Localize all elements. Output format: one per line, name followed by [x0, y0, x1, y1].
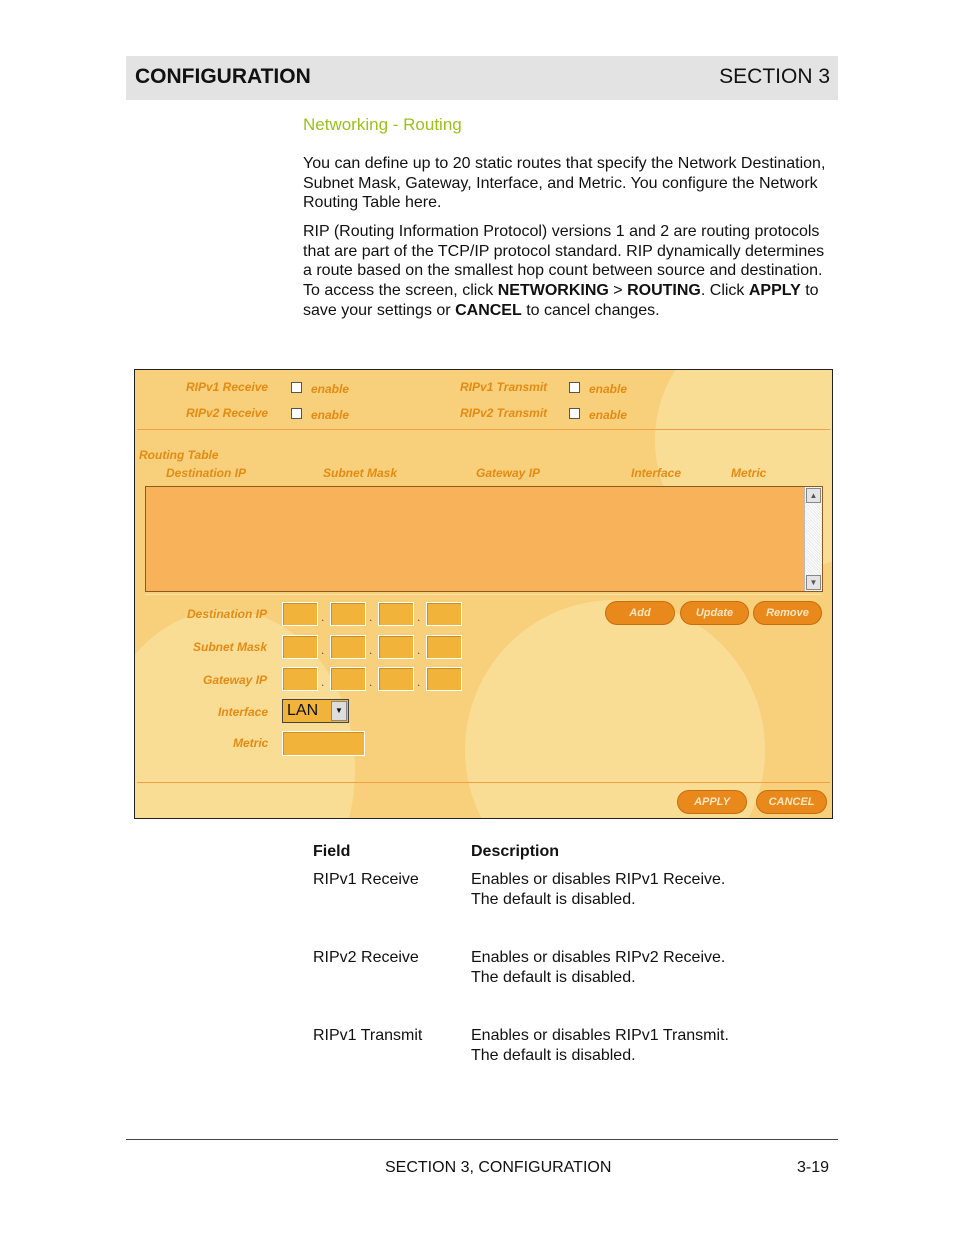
routing-table-title: Routing Table: [139, 448, 219, 462]
table-header-description: Description: [471, 843, 560, 860]
table-header-field: Field: [313, 843, 351, 860]
ripv2-transmit-checkbox[interactable]: [569, 408, 580, 419]
add-button[interactable]: Add: [605, 601, 675, 625]
ip-dot: .: [321, 675, 325, 689]
header-title: CONFIGURATION: [135, 65, 311, 88]
enable-label: enable: [311, 382, 350, 396]
footer-divider: [126, 1139, 838, 1140]
ripv2-receive-label: RIPv2 Receive: [186, 406, 269, 420]
table-row-field: RIPv2 Receive: [313, 949, 419, 966]
ripv2-transmit-label: RIPv2 Transmit: [460, 406, 548, 420]
ip-dot: .: [417, 610, 421, 624]
ip-dot: .: [417, 675, 421, 689]
routing-screen: [134, 369, 833, 819]
destination-ip-label: Destination IP: [187, 607, 268, 621]
header-section: SECTION 3: [719, 65, 830, 88]
gateway-ip-label: Gateway IP: [203, 673, 268, 687]
column-metric: Metric: [731, 466, 767, 480]
column-destination-ip: Destination IP: [166, 466, 247, 480]
interface-value: LAN: [287, 702, 319, 719]
page-heading: Networking - Routing: [303, 115, 462, 134]
enable-label: enable: [589, 382, 628, 396]
ip-dot: .: [417, 643, 421, 657]
watermark-shape: [465, 600, 765, 819]
routing-table-list[interactable]: [145, 486, 823, 592]
remove-button[interactable]: Remove: [753, 601, 822, 625]
gateway-ip-octet-3[interactable]: [378, 667, 414, 691]
destination-ip-octet-4[interactable]: [426, 602, 462, 626]
ripv1-receive-label: RIPv1 Receive: [186, 380, 269, 394]
ip-dot: .: [369, 643, 373, 657]
table-row-description: Enables or disables RIPv1 Transmit.: [471, 1027, 729, 1044]
table-row-field: RIPv1 Receive: [313, 871, 419, 888]
interface-label: Interface: [218, 705, 269, 719]
divider: [145, 594, 822, 595]
chevron-down-icon[interactable]: ▼: [331, 701, 347, 721]
enable-label: enable: [311, 408, 350, 422]
column-interface: Interface: [631, 466, 682, 480]
table-row-field: RIPv1 Transmit: [313, 1027, 423, 1044]
subnet-mask-octet-4[interactable]: [426, 635, 462, 659]
column-gateway-ip: Gateway IP: [476, 466, 541, 480]
subnet-mask-octet-2[interactable]: [330, 635, 366, 659]
interface-select[interactable]: [282, 699, 349, 723]
column-subnet-mask: Subnet Mask: [323, 466, 398, 480]
ripv1-transmit-label: RIPv1 Transmit: [460, 380, 548, 394]
gateway-ip-octet-1[interactable]: [282, 667, 318, 691]
scrollbar[interactable]: [804, 487, 822, 591]
metric-input[interactable]: [282, 731, 365, 756]
rip-paragraph: RIP (Routing Information Protocol) versions 1 and 2 are routing protocols that are part of the TCP/IP protocol standard. RIP dynamically determines a route based on the smallest hop count between source and destination. To access the screen, click NETWORKING > ROUTING. Click APPLY to save your settings or CANCEL to cancel changes.: [303, 223, 825, 319]
page-number: 3-19: [797, 1159, 830, 1176]
divider: [137, 782, 830, 783]
ip-dot: .: [321, 610, 325, 624]
ripv1-transmit-checkbox[interactable]: [569, 382, 580, 393]
scroll-down-icon[interactable]: ▼: [806, 575, 821, 590]
ip-dot: .: [369, 675, 373, 689]
gateway-ip-octet-4[interactable]: [426, 667, 462, 691]
destination-ip-octet-1[interactable]: [282, 602, 318, 626]
ripv1-receive-checkbox[interactable]: [291, 382, 302, 393]
subnet-mask-label: Subnet Mask: [193, 640, 268, 654]
enable-label: enable: [589, 408, 628, 422]
table-row-default: The default is disabled.: [471, 1047, 636, 1064]
subnet-mask-octet-3[interactable]: [378, 635, 414, 659]
divider: [137, 429, 830, 430]
subnet-mask-octet-1[interactable]: [282, 635, 318, 659]
update-button[interactable]: Update: [680, 601, 749, 625]
table-row-description: Enables or disables RIPv1 Receive.: [471, 871, 726, 888]
cancel-button[interactable]: CANCEL: [756, 790, 827, 814]
section-header: [126, 56, 838, 100]
ip-dot: .: [369, 610, 373, 624]
ripv2-receive-checkbox[interactable]: [291, 408, 302, 419]
apply-button[interactable]: APPLY: [677, 790, 747, 814]
scroll-up-icon[interactable]: ▲: [806, 488, 821, 503]
destination-ip-octet-2[interactable]: [330, 602, 366, 626]
table-row-default: The default is disabled.: [471, 891, 636, 908]
table-row-default: The default is disabled.: [471, 969, 636, 986]
metric-label: Metric: [233, 736, 269, 750]
gateway-ip-octet-2[interactable]: [330, 667, 366, 691]
ip-dot: .: [321, 643, 325, 657]
destination-ip-octet-3[interactable]: [378, 602, 414, 626]
table-row-description: Enables or disables RIPv2 Receive.: [471, 949, 726, 966]
intro-paragraph: You can define up to 20 static routes that specify the Network Destination, Subnet Mask, Gateway, Interface, and Metric. You configure the Network Routing Table here.: [303, 155, 826, 212]
footer-section: SECTION 3, CONFIGURATION: [385, 1159, 612, 1176]
